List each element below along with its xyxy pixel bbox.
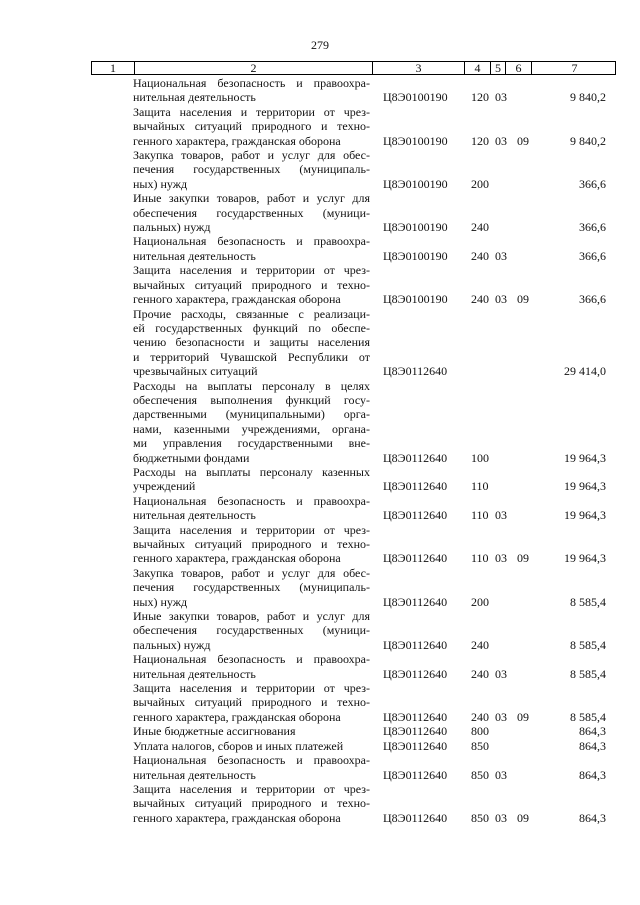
table-row <box>0 379 640 465</box>
table-row <box>0 494 640 523</box>
description-line: Защита населения и территории от чрез- <box>133 681 370 696</box>
row-amount: 19 964,3 <box>564 479 606 494</box>
table-row <box>0 234 640 263</box>
description-line: Национальная безопасность и правоохра- <box>133 493 370 508</box>
row-code: Ц8Э0100190 <box>383 133 448 148</box>
row-amount: 19 964,3 <box>564 551 606 566</box>
row-section: 03 <box>495 133 507 148</box>
table-row <box>0 105 640 148</box>
description-line: Национальная безопасность и правоохра- <box>133 234 370 249</box>
row-description <box>133 76 370 105</box>
row-amount: 9 840,2 <box>570 133 606 148</box>
row-code: Ц8Э0112640 <box>383 767 448 782</box>
row-code: Ц8Э0100190 <box>383 292 448 307</box>
row-description <box>133 523 370 566</box>
row-subsection: 09 <box>517 551 529 566</box>
row-expense-type: 120 <box>471 90 489 105</box>
table-row <box>0 681 640 724</box>
row-description <box>133 263 370 306</box>
row-code: Ц8Э0112640 <box>383 810 448 825</box>
row-amount: 8 585,4 <box>570 637 606 652</box>
table-row <box>0 263 640 306</box>
row-section: 03 <box>495 810 507 825</box>
row-section: 03 <box>495 551 507 566</box>
description-line: Иные бюджетные ассигнования <box>133 724 296 739</box>
description-line: генного характера, гражданская оборона <box>133 133 341 148</box>
row-description <box>133 148 370 191</box>
row-subsection: 09 <box>517 133 529 148</box>
description-line: нами, казенными учреждениями, органа- <box>133 421 370 436</box>
row-code: Ц8Э0112640 <box>383 594 448 609</box>
description-line: Прочие расходы, связанные с реализаци- <box>133 306 370 321</box>
table-row <box>0 782 640 825</box>
row-section: 03 <box>495 666 507 681</box>
row-description <box>133 724 370 738</box>
description-line: ей государственных функций по обеспе- <box>133 320 370 335</box>
row-amount: 29 414,0 <box>564 364 606 379</box>
description-line: вычайных ситуаций природного и техно- <box>133 796 370 811</box>
row-amount: 8 585,4 <box>570 594 606 609</box>
row-expense-type: 240 <box>471 637 489 652</box>
table-header <box>91 61 616 75</box>
description-line: дарственными (муниципальными) орга- <box>133 407 370 422</box>
table-row <box>0 652 640 681</box>
row-code: Ц8Э0112640 <box>383 637 448 652</box>
description-line: и территорий Чувашской Республики от <box>133 349 370 364</box>
description-line: пальных) нужд <box>133 637 211 652</box>
description-line: бюджетными фондами <box>133 450 250 465</box>
row-section: 03 <box>495 248 507 263</box>
description-line: нительная деятельность <box>133 90 256 105</box>
description-line: Национальная безопасность и правоохра- <box>133 652 370 667</box>
description-line: генного характера, гражданская оборона <box>133 810 341 825</box>
table-row <box>0 609 640 652</box>
description-line: пальных) нужд <box>133 220 211 235</box>
description-line: ных) нужд <box>133 594 188 609</box>
row-code: Ц8Э0112640 <box>383 364 448 379</box>
description-line: Иные закупки товаров, работ и услуг для <box>133 191 370 206</box>
row-code: Ц8Э0100190 <box>383 90 448 105</box>
row-expense-type: 200 <box>471 594 489 609</box>
table-row <box>0 76 640 105</box>
table-row <box>0 191 640 234</box>
header-col-1: 1 <box>92 62 135 74</box>
row-description <box>133 494 370 523</box>
row-description <box>133 234 370 263</box>
row-code: Ц8Э0112640 <box>383 479 448 494</box>
row-description <box>133 566 370 609</box>
description-line: обеспечения государственных (муници- <box>133 623 370 638</box>
row-amount: 864,3 <box>579 738 606 753</box>
table-body <box>0 76 640 825</box>
description-line: генного характера, гражданская оборона <box>133 709 341 724</box>
row-subsection: 09 <box>517 810 529 825</box>
row-amount: 19 964,3 <box>564 508 606 523</box>
row-code: Ц8Э0112640 <box>383 450 448 465</box>
row-expense-type: 120 <box>471 133 489 148</box>
row-description <box>133 753 370 782</box>
row-expense-type: 110 <box>471 551 489 566</box>
row-code: Ц8Э0100190 <box>383 220 448 235</box>
header-col-4: 4 <box>465 62 491 74</box>
description-line: Защита населения и территории от чрез- <box>133 781 370 796</box>
table-row <box>0 148 640 191</box>
table-row <box>0 739 640 753</box>
row-description <box>133 609 370 652</box>
header-col-2: 2 <box>135 62 373 74</box>
row-description <box>133 652 370 681</box>
row-code: Ц8Э0100190 <box>383 176 448 191</box>
row-subsection: 09 <box>517 709 529 724</box>
row-amount: 9 840,2 <box>570 90 606 105</box>
row-expense-type: 110 <box>471 479 489 494</box>
description-line: Защита населения и территории от чрез- <box>133 522 370 537</box>
row-expense-type: 800 <box>471 724 489 739</box>
row-subsection: 09 <box>517 292 529 307</box>
description-line: Расходы на выплаты персоналу казенных <box>133 464 370 479</box>
row-code: Ц8Э0112640 <box>383 738 448 753</box>
row-section: 03 <box>495 292 507 307</box>
row-description <box>133 379 370 465</box>
header-col-3: 3 <box>373 62 465 74</box>
page-number: 279 <box>311 38 329 52</box>
table-row <box>0 724 640 738</box>
description-line: вычайных ситуаций природного и техно- <box>133 277 370 292</box>
row-expense-type: 850 <box>471 738 489 753</box>
description-line: генного характера, гражданская оборона <box>133 551 341 566</box>
description-line: Уплата налогов, сборов и иных платежей <box>133 738 344 753</box>
row-amount: 8 585,4 <box>570 709 606 724</box>
row-section: 03 <box>495 709 507 724</box>
row-description <box>133 105 370 148</box>
header-col-6: 6 <box>506 62 532 74</box>
row-code: Ц8Э0112640 <box>383 709 448 724</box>
row-expense-type: 100 <box>471 450 489 465</box>
description-line: нительная деятельность <box>133 666 256 681</box>
row-code: Ц8Э0112640 <box>383 551 448 566</box>
row-description <box>133 681 370 724</box>
row-amount: 366,6 <box>579 176 606 191</box>
header-col-5: 5 <box>491 62 506 74</box>
description-line: нительная деятельность <box>133 767 256 782</box>
description-line: генного характера, гражданская оборона <box>133 292 341 307</box>
row-description <box>133 307 370 379</box>
row-section: 03 <box>495 90 507 105</box>
table-row <box>0 307 640 379</box>
description-line: Закупка товаров, работ и услуг для обес- <box>133 148 370 163</box>
row-expense-type: 850 <box>471 767 489 782</box>
row-description <box>133 782 370 825</box>
row-amount: 366,6 <box>579 220 606 235</box>
row-amount: 19 964,3 <box>564 450 606 465</box>
row-amount: 864,3 <box>579 810 606 825</box>
row-code: Ц8Э0112640 <box>383 724 448 739</box>
description-line: печения государственных (муниципаль- <box>133 580 370 595</box>
description-line: чению безопасности и защиты населения <box>133 335 370 350</box>
description-line: Национальная безопасность и правоохра- <box>133 76 370 90</box>
header-col-7: 7 <box>571 61 578 75</box>
row-section: 03 <box>495 767 507 782</box>
row-code: Ц8Э0112640 <box>383 508 448 523</box>
description-line: обеспечения государственных (муници- <box>133 205 370 220</box>
row-expense-type: 110 <box>471 508 489 523</box>
row-expense-type: 200 <box>471 176 489 191</box>
table-row <box>0 465 640 494</box>
description-line: Расходы на выплаты персоналу в целях <box>133 378 370 393</box>
row-code: Ц8Э0100190 <box>383 248 448 263</box>
description-line: ных) нужд <box>133 176 188 191</box>
table-row <box>0 523 640 566</box>
row-description <box>133 465 370 494</box>
description-line: ми управления государственными вне- <box>133 436 370 451</box>
row-expense-type: 240 <box>471 220 489 235</box>
row-description <box>133 739 370 753</box>
row-description <box>133 191 370 234</box>
row-expense-type: 240 <box>471 666 489 681</box>
row-amount: 8 585,4 <box>570 666 606 681</box>
description-line: Национальная безопасность и правоохра- <box>133 753 370 768</box>
description-line: вычайных ситуаций природного и техно- <box>133 537 370 551</box>
row-expense-type: 240 <box>471 292 489 307</box>
row-expense-type: 850 <box>471 810 489 825</box>
description-line: вычайных ситуаций природного и техно- <box>133 695 370 710</box>
description-line: чрезвычайных ситуаций <box>133 364 258 379</box>
row-amount: 864,3 <box>579 767 606 782</box>
row-expense-type: 240 <box>471 248 489 263</box>
description-line: нительная деятельность <box>133 248 256 263</box>
description-line: нительная деятельность <box>133 508 256 523</box>
description-line: Иные закупки товаров, работ и услуг для <box>133 609 370 624</box>
table-row <box>0 566 640 609</box>
table-row <box>0 753 640 782</box>
description-line: Закупка товаров, работ и услуг для обес- <box>133 565 370 580</box>
row-amount: 864,3 <box>579 724 606 739</box>
description-line: учреждений <box>133 479 196 494</box>
row-expense-type: 240 <box>471 709 489 724</box>
row-amount: 366,6 <box>579 248 606 263</box>
row-section: 03 <box>495 508 507 523</box>
description-line: вычайных ситуаций природного и техно- <box>133 119 370 134</box>
row-code: Ц8Э0112640 <box>383 666 448 681</box>
description-line: Защита населения и территории от чрез- <box>133 104 370 119</box>
description-line: печения государственных (муниципаль- <box>133 162 370 177</box>
row-amount: 366,6 <box>579 292 606 307</box>
description-line: Защита населения и территории от чрез- <box>133 263 370 278</box>
description-line: обеспечения выполнения функций госу- <box>133 392 370 407</box>
